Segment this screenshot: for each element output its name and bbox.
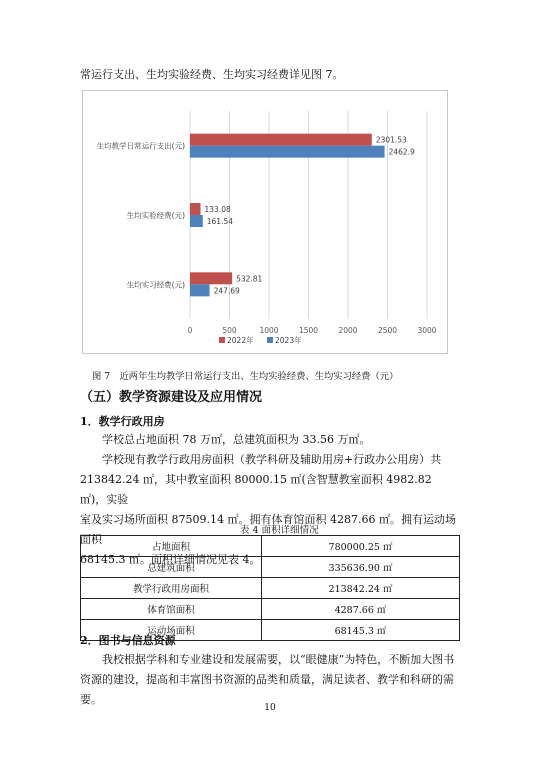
x-tick-label: 2000	[338, 326, 358, 335]
bar-series-2	[190, 284, 210, 296]
bar-chart	[83, 91, 447, 353]
data-label: 532.81	[236, 274, 263, 284]
y-category-label: 生均教学日常运行支出(元)	[96, 141, 185, 151]
bar-series-2	[190, 215, 203, 227]
bar-series-1	[190, 134, 372, 146]
table-cell-value: 780000.25 ㎡	[262, 536, 460, 557]
paragraph-line: 资源的建设，提高和丰富图书资源的品类和质量，满足读者、教学和科研的需要。	[80, 673, 454, 706]
x-tick-label: 0	[187, 326, 193, 335]
paragraph-line: 学校现有教学行政用房面积（教学科研及辅助用房+行政办公用房）共	[102, 453, 442, 466]
paragraph-line: 室及实习场所面积 87509.14 ㎡。拥有体育馆面积 4287.66 ㎡。拥有运动场面积	[80, 513, 456, 546]
x-tick-label: 1000	[259, 326, 279, 335]
intro-text: 常运行支出、生均实验经费、生均实习经费详见图 7。	[80, 68, 344, 81]
table-row	[81, 536, 460, 557]
legend-label: 2023年	[275, 336, 302, 345]
x-tick-label: 3000	[417, 326, 437, 335]
paragraph-line: 我校根据学科和专业建设和发展需要，以“眼健康”为特色，不断加大图书	[102, 653, 455, 666]
figure-caption: 图 7 近两年生均教学日常运行支出、生均实验经费、生均实习经费（元）	[92, 371, 399, 382]
page-number: 10	[264, 703, 276, 713]
paragraph-line: 213842.24 ㎡，其中教室面积 80000.15 ㎡(含智慧教室面积 4982.82 ㎡)，实验	[80, 473, 432, 506]
data-label: 2462.9	[388, 147, 415, 157]
bar-series-1	[190, 272, 232, 284]
y-category-label: 生均实习经费(元)	[126, 280, 185, 290]
table-cell-value: 335636.90 ㎡	[262, 557, 460, 578]
section-heading: （五）教学资源建设及应用情况	[80, 390, 263, 405]
table-cell-value: 213842.24 ㎡	[262, 578, 460, 599]
data-label: 133.08	[204, 205, 231, 214]
paragraph-text: 学校总占地面积 78 万㎡，总建筑面积为 33.56 万㎡。	[102, 433, 371, 446]
data-label: 2301.53	[375, 135, 407, 145]
sub-heading-library: 2．图书与信息资源	[80, 634, 176, 647]
bar-series-1	[190, 203, 201, 215]
paragraph-library	[80, 650, 460, 710]
data-label: 247.69	[213, 286, 240, 296]
table-caption: 表 4 面积详细情况	[240, 525, 319, 536]
table-cell-name: 总建筑面积	[81, 557, 262, 578]
x-tick-label: 2500	[377, 326, 398, 335]
table-row	[81, 578, 460, 599]
table-row	[81, 599, 460, 620]
table-row	[81, 557, 460, 578]
table-cell-value: 68145.3 ㎡	[262, 620, 460, 641]
table-cell-name: 占地面积	[81, 536, 262, 557]
paragraph-land-area	[80, 430, 460, 450]
table-cell-name: 体育馆面积	[81, 599, 262, 620]
x-tick-label: 500	[222, 326, 237, 335]
chart-frame	[82, 90, 448, 354]
table-cell-value: 4287.66 ㎡	[262, 599, 460, 620]
y-category-label: 生均实验经费(元)	[126, 211, 185, 220]
area-table	[80, 535, 460, 641]
data-label: 161.54	[206, 217, 234, 226]
legend-label: 2022年	[227, 336, 254, 345]
bar-series-2	[190, 146, 385, 158]
paragraph-line: 68145.3 ㎡。面积详细情况见表 4。	[80, 553, 261, 566]
table-cell-name: 运动场面积	[81, 620, 262, 641]
x-tick-label: 1500	[298, 326, 319, 335]
legend-swatch	[267, 337, 273, 343]
sub-heading-teaching-buildings: 1．教学行政用房	[80, 415, 165, 428]
table-cell-name: 教学行政用房面积	[81, 578, 262, 599]
legend-swatch	[219, 337, 225, 343]
